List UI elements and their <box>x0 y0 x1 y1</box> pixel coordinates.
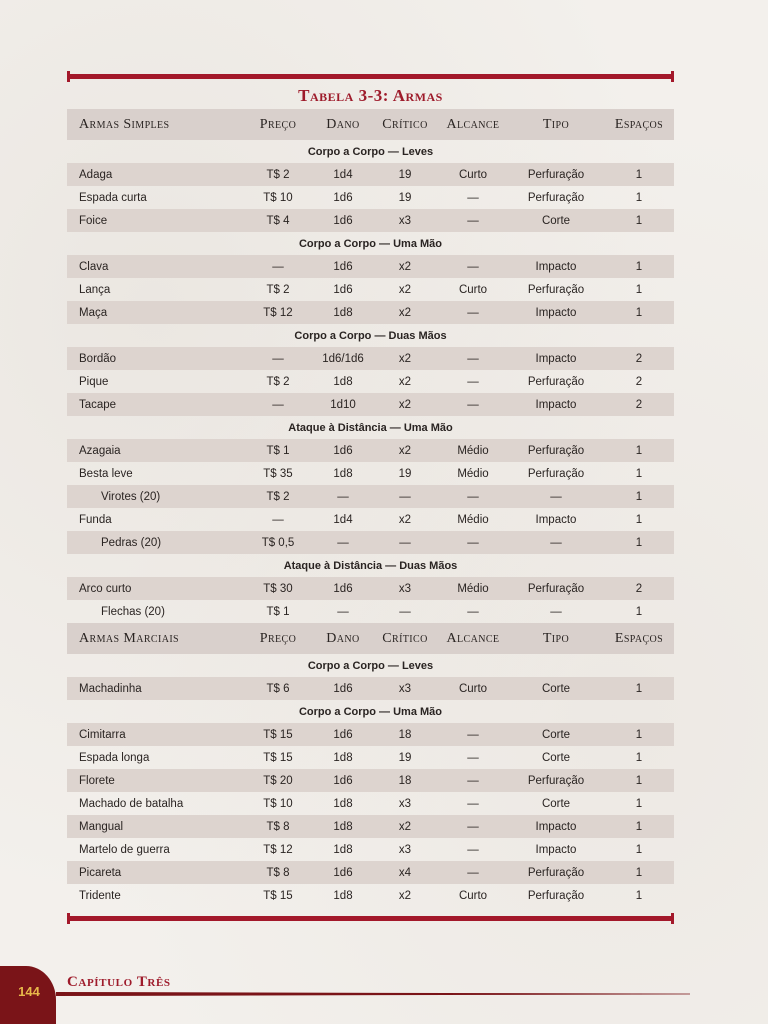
weapon-type: Perfuração <box>527 191 585 204</box>
weapon-range: — <box>467 191 479 204</box>
table-row <box>67 577 674 600</box>
weapon-price: T$ 4 <box>242 209 314 232</box>
table-row <box>67 278 674 301</box>
section-header-row <box>67 140 674 163</box>
section-title: Corpo a Corpo — Leves <box>307 659 434 672</box>
table-row <box>67 815 674 838</box>
table-row <box>67 301 674 324</box>
weapon-range: — <box>467 375 479 388</box>
weapon-range: Curto <box>438 163 508 186</box>
weapon-damage: — <box>337 605 349 618</box>
weapon-price: T$ 15 <box>263 889 293 902</box>
column-header-price: Preço <box>242 109 314 140</box>
weapon-damage: 1d4 <box>314 163 372 186</box>
weapon-range: Médio <box>457 513 489 526</box>
weapon-name: Florete <box>67 769 242 792</box>
weapon-range: — <box>438 209 508 232</box>
table-row <box>67 508 674 531</box>
weapon-critical: x2 <box>398 513 412 526</box>
weapon-critical: 18 <box>372 769 438 792</box>
weapon-damage: 1d8 <box>333 751 353 764</box>
weapon-range: — <box>438 255 508 278</box>
weapon-range: Curto <box>458 283 488 296</box>
weapon-range: — <box>438 769 508 792</box>
weapon-critical: x2 <box>372 347 438 370</box>
section-header-row <box>67 416 674 439</box>
weapon-type: — <box>550 605 562 618</box>
weapon-damage: 1d6 <box>314 723 372 746</box>
weapon-price: T$ 15 <box>242 723 314 746</box>
weapon-critical: 18 <box>372 723 438 746</box>
weapon-critical: x3 <box>398 843 412 856</box>
table-row <box>67 347 674 370</box>
weapon-name: Funda <box>79 513 112 526</box>
weapon-type: Impacto <box>535 513 577 526</box>
table-row <box>67 792 674 815</box>
weapon-price: T$ 12 <box>263 843 293 856</box>
weapon-range: Curto <box>458 889 488 902</box>
table-row <box>67 746 674 769</box>
weapon-name: Pique <box>79 375 109 388</box>
weapon-price: — <box>272 513 284 526</box>
weapon-range: — <box>438 393 508 416</box>
section-title: Ataque à Distância — Uma Mão <box>288 421 453 434</box>
weapon-type: Perfuração <box>508 577 604 600</box>
weapon-critical: x2 <box>398 283 412 296</box>
weapon-damage: 1d8 <box>333 797 353 810</box>
table-row <box>67 884 674 907</box>
weapon-name: Flechas (20) <box>101 605 165 618</box>
weapon-damage: 1d6 <box>314 677 372 700</box>
weapon-type: Impacto <box>508 815 604 838</box>
group-header-title: Armas Marciais <box>67 623 242 654</box>
weapon-critical: x3 <box>398 797 412 810</box>
weapon-critical: x2 <box>372 255 438 278</box>
weapon-name: Espada longa <box>79 751 150 764</box>
table-row <box>67 531 674 554</box>
column-header-price: Preço <box>242 623 314 654</box>
table-row <box>67 209 674 232</box>
weapon-damage: 1d4 <box>333 513 353 526</box>
weapon-name: Picareta <box>67 861 242 884</box>
group-header-row <box>67 623 674 654</box>
weapon-critical: x3 <box>372 577 438 600</box>
table-title: Tabela 3-3: Armas <box>298 86 443 105</box>
column-header-range: Alcance <box>438 623 508 654</box>
weapon-price: — <box>242 347 314 370</box>
weapon-critical: x4 <box>372 861 438 884</box>
weapon-critical: x2 <box>372 301 438 324</box>
weapon-critical: — <box>399 605 411 618</box>
page-number: 144 <box>18 984 40 999</box>
weapon-critical: 19 <box>398 191 412 204</box>
weapon-price: T$ 2 <box>242 163 314 186</box>
weapon-damage: 1d6 <box>314 209 372 232</box>
weapon-price: T$ 2 <box>266 283 290 296</box>
weapon-slots: 1 <box>635 843 643 856</box>
weapon-slots: 1 <box>604 301 674 324</box>
weapon-price: T$ 20 <box>242 769 314 792</box>
weapon-slots: 1 <box>604 723 674 746</box>
weapon-slots: 1 <box>635 751 643 764</box>
column-header-type: Tipo <box>508 623 604 654</box>
weapon-range: — <box>467 843 479 856</box>
weapon-range: Curto <box>438 677 508 700</box>
weapon-slots: 1 <box>635 283 643 296</box>
column-header-critical: Crítico <box>372 623 438 654</box>
table-row <box>67 723 674 746</box>
weapon-slots: 1 <box>635 513 643 526</box>
weapon-critical: 19 <box>398 751 412 764</box>
table-row <box>67 393 674 416</box>
section-title: Ataque à Distância — Duas Mãos <box>283 559 458 572</box>
weapon-price: T$ 10 <box>263 797 293 810</box>
weapon-critical: x3 <box>372 209 438 232</box>
weapon-name: Adaga <box>67 163 242 186</box>
weapon-type: Corte <box>508 723 604 746</box>
weapon-name: Pedras (20) <box>67 531 242 554</box>
weapon-critical: x2 <box>372 439 438 462</box>
weapon-name: Maça <box>67 301 242 324</box>
weapon-name: Foice <box>67 209 242 232</box>
weapon-damage: — <box>314 485 372 508</box>
column-header-damage: Dano <box>314 109 372 140</box>
weapon-slots: 2 <box>604 347 674 370</box>
weapon-range: Médio <box>457 467 489 480</box>
weapon-price: T$ 8 <box>242 861 314 884</box>
weapon-damage: 1d8 <box>333 889 353 902</box>
weapon-damage: 1d6 <box>314 577 372 600</box>
weapon-type: Corte <box>541 751 571 764</box>
section-header-row <box>67 232 674 255</box>
weapon-price: T$ 10 <box>263 191 293 204</box>
weapon-price: T$ 0,5 <box>242 531 314 554</box>
section-title: Corpo a Corpo — Leves <box>307 145 434 158</box>
weapon-name: Besta leve <box>79 467 133 480</box>
weapon-type: Impacto <box>508 301 604 324</box>
weapon-damage: 1d10 <box>314 393 372 416</box>
weapon-price: T$ 2 <box>242 485 314 508</box>
weapon-type: Corte <box>541 797 571 810</box>
weapon-slots: 1 <box>604 439 674 462</box>
weapon-range: — <box>438 861 508 884</box>
table-row <box>67 838 674 861</box>
weapon-slots: 1 <box>635 605 643 618</box>
weapon-type: Perfuração <box>508 861 604 884</box>
weapon-type: Perfuração <box>508 163 604 186</box>
weapon-price: T$ 30 <box>242 577 314 600</box>
weapon-slots: 2 <box>604 577 674 600</box>
section-title: Corpo a Corpo — Duas Mãos <box>294 329 447 342</box>
section-header-row <box>67 324 674 347</box>
weapon-name: Bordão <box>67 347 242 370</box>
weapon-damage: 1d8 <box>333 375 353 388</box>
weapon-slots: 1 <box>604 485 674 508</box>
table-row <box>67 439 674 462</box>
weapon-price: — <box>242 393 314 416</box>
table-row <box>67 485 674 508</box>
weapon-slots: 1 <box>635 467 643 480</box>
table-row <box>67 163 674 186</box>
weapon-name: Lança <box>79 283 111 296</box>
weapon-slots: 2 <box>635 375 643 388</box>
weapon-critical: x2 <box>372 815 438 838</box>
weapon-name: Azagaia <box>67 439 242 462</box>
weapon-critical: 19 <box>398 467 412 480</box>
weapon-critical: — <box>372 531 438 554</box>
section-title: Corpo a Corpo — Uma Mão <box>298 237 442 250</box>
weapon-critical: x2 <box>372 393 438 416</box>
weapon-price: T$ 1 <box>266 605 290 618</box>
weapon-price: T$ 6 <box>242 677 314 700</box>
column-header-slots: Espaços <box>604 623 674 654</box>
section-header-row <box>67 654 674 677</box>
weapon-slots: 1 <box>604 861 674 884</box>
weapon-damage: 1d6/1d6 <box>314 347 372 370</box>
weapon-range: — <box>438 815 508 838</box>
weapon-name: Machado de batalha <box>79 797 184 810</box>
weapon-critical: x2 <box>398 889 412 902</box>
column-header-slots: Espaços <box>604 109 674 140</box>
weapon-damage: — <box>314 531 372 554</box>
group-header-title: Armas Simples <box>67 109 242 140</box>
table-row <box>67 677 674 700</box>
weapon-range: Médio <box>438 439 508 462</box>
weapon-name: Martelo de guerra <box>79 843 170 856</box>
weapon-damage: 1d8 <box>314 301 372 324</box>
top-decorative-rule <box>67 74 674 79</box>
weapon-name: Clava <box>67 255 242 278</box>
section-header-row <box>67 700 674 723</box>
weapon-damage: 1d6 <box>333 283 353 296</box>
weapon-slots: 1 <box>604 531 674 554</box>
weapon-range: — <box>467 797 479 810</box>
weapon-type: Perfuração <box>527 283 585 296</box>
weapon-price: T$ 8 <box>242 815 314 838</box>
table-row <box>67 462 674 485</box>
weapon-damage: 1d6 <box>314 255 372 278</box>
weapon-name: Espada curta <box>79 191 147 204</box>
weapon-name: Tacape <box>67 393 242 416</box>
weapon-price: T$ 2 <box>266 375 290 388</box>
weapon-critical: x3 <box>372 677 438 700</box>
weapon-slots: 1 <box>635 889 643 902</box>
weapon-slots: 1 <box>604 163 674 186</box>
table-row <box>67 861 674 884</box>
weapon-range: — <box>438 347 508 370</box>
weapon-name: Cimitarra <box>67 723 242 746</box>
column-header-type: Tipo <box>508 109 604 140</box>
weapon-type: Impacto <box>508 347 604 370</box>
weapon-range: — <box>438 723 508 746</box>
weapon-damage: 1d8 <box>314 815 372 838</box>
section-header-row <box>67 554 674 577</box>
weapons-table <box>67 109 674 907</box>
weapon-type: Perfuração <box>527 375 585 388</box>
weapon-range: — <box>438 301 508 324</box>
weapon-name: Virotes (20) <box>67 485 242 508</box>
weapon-type: Corte <box>508 209 604 232</box>
table-row <box>67 255 674 278</box>
weapon-type: — <box>508 485 604 508</box>
weapon-slots: 1 <box>635 191 643 204</box>
column-header-range: Alcance <box>438 109 508 140</box>
weapon-range: — <box>438 485 508 508</box>
column-header-critical: Crítico <box>372 109 438 140</box>
weapon-type: Perfuração <box>508 439 604 462</box>
weapon-range: Médio <box>438 577 508 600</box>
weapon-price: — <box>242 255 314 278</box>
weapon-type: Impacto <box>508 393 604 416</box>
weapon-slots: 2 <box>604 393 674 416</box>
weapon-range: — <box>438 531 508 554</box>
weapon-range: — <box>467 605 479 618</box>
bottom-decorative-rule <box>67 916 674 921</box>
weapon-price: T$ 15 <box>263 751 293 764</box>
table-row <box>67 186 674 209</box>
weapon-type: Impacto <box>508 255 604 278</box>
weapon-price: T$ 35 <box>263 467 293 480</box>
weapon-price: T$ 1 <box>242 439 314 462</box>
chapter-title: Capítulo Três <box>67 974 171 990</box>
weapon-type: Perfuração <box>508 769 604 792</box>
column-header-damage: Dano <box>314 623 372 654</box>
weapon-critical: 19 <box>372 163 438 186</box>
weapon-damage: 1d8 <box>333 843 353 856</box>
group-header-row <box>67 109 674 140</box>
weapon-type: Perfuração <box>527 467 585 480</box>
section-title: Corpo a Corpo — Uma Mão <box>298 705 442 718</box>
weapon-slots: 1 <box>604 209 674 232</box>
weapon-damage: 1d6 <box>314 769 372 792</box>
weapon-damage: 1d8 <box>333 467 353 480</box>
weapon-slots: 1 <box>604 769 674 792</box>
weapon-slots: 1 <box>635 797 643 810</box>
weapon-type: Corte <box>508 677 604 700</box>
weapon-slots: 1 <box>604 255 674 278</box>
weapon-price: T$ 12 <box>242 301 314 324</box>
weapon-damage: 1d6 <box>314 439 372 462</box>
weapon-critical: x2 <box>398 375 412 388</box>
table-row <box>67 769 674 792</box>
weapon-name: Machadinha <box>67 677 242 700</box>
weapon-slots: 1 <box>604 815 674 838</box>
weapon-name: Arco curto <box>67 577 242 600</box>
weapon-critical: — <box>372 485 438 508</box>
weapon-damage: 1d6 <box>333 191 353 204</box>
weapon-slots: 1 <box>604 677 674 700</box>
weapon-type: Perfuração <box>527 889 585 902</box>
table-row <box>67 370 674 393</box>
weapon-name: Mangual <box>67 815 242 838</box>
weapon-type: Impacto <box>535 843 577 856</box>
weapon-name: Tridente <box>79 889 121 902</box>
table-row <box>67 600 674 623</box>
weapon-range: — <box>467 751 479 764</box>
weapon-type: — <box>508 531 604 554</box>
weapon-damage: 1d6 <box>314 861 372 884</box>
